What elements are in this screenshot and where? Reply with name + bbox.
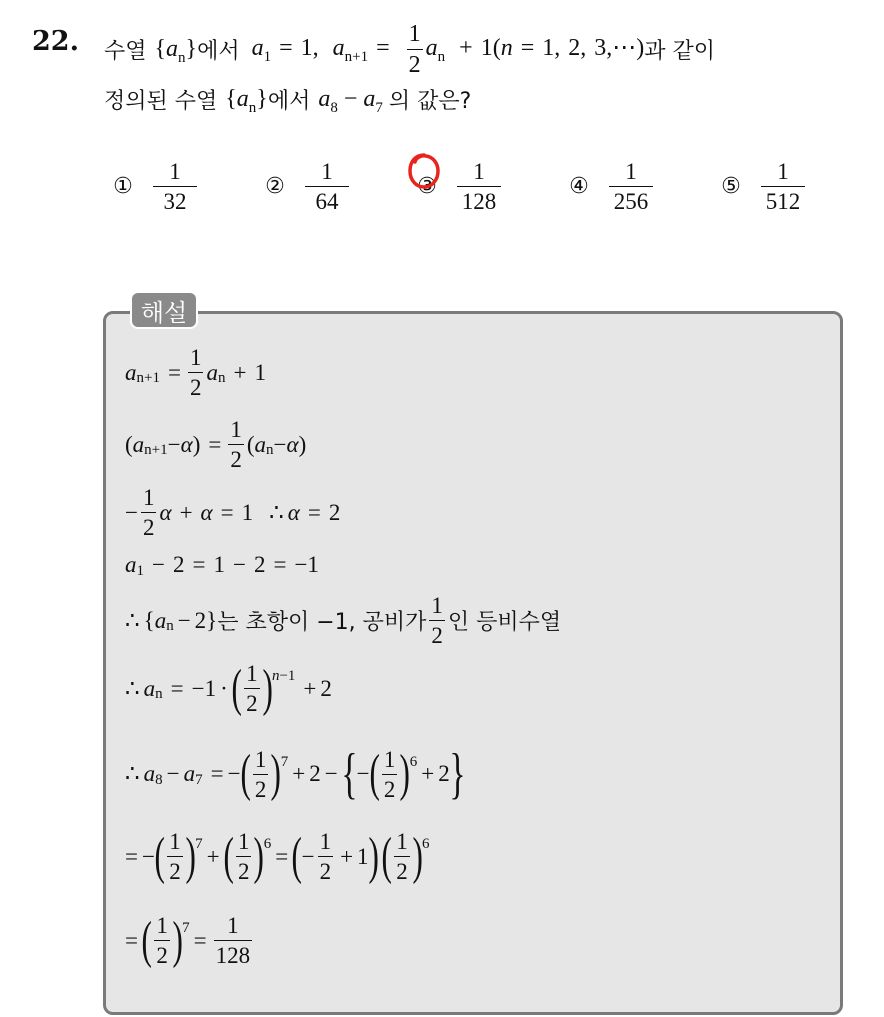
solution-line-7: ∴ a 8 − a 7 = − ( $\frac{1}{2}$ ) 7 + 2 − { − ( $\frac{1}{2}$ ) 6 + 2 } [125,743,466,805]
choice-mark: ④ [569,174,589,199]
choice-mark: ③ [417,174,437,199]
choice-num: 1 [169,159,181,184]
solution-line-1: a n +1 = $\frac{1}{2}$ a n + 1 [125,345,266,400]
choice-num: 1 [473,159,485,184]
solution-line5-text2: 인 등비수열 [447,610,562,635]
choice-5[interactable] [718,160,808,213]
problem-line-2 [104,84,471,115]
problem-line-1 [104,22,715,77]
solution-line-2: ( a n +1 − α ) = $\frac{1}{2}$ ( a n − α ) [125,417,307,472]
choice-3[interactable] [414,160,504,213]
choice-num: 1 [625,159,637,184]
choice-den: 512 [761,186,805,213]
math-difference: $a_8 - a_7$ [318,86,383,116]
choice-num: 1 [321,159,333,184]
choice-mark: ② [265,174,285,199]
math-recurrence: $a_1 = 1$, $a_{n+1}$ = $\frac{1}{2}$ $a_n + 1(n = 1$, 2, 3,⋯) [251,21,645,78]
problem-text-mid2: 과 같이 [644,39,715,64]
choice-den: 64 [305,186,349,213]
problem-number: 22. [32,26,79,57]
solution-line-8: = − ( $\frac{1}{2}$ ) 7 + ( $\frac{1}{2}$ ) 6 = ( − $\frac{1}{2}$ + 1 ) ( $\frac{1}{2}$ ) 6 [125,827,430,885]
choice-2[interactable] [262,160,352,213]
solution-line-4: a 1 − 2 = 1 − 2 = −1 [125,552,319,579]
choice-mark: ① [113,174,133,199]
choice-den: 32 [153,186,197,213]
solution-line-5: ∴ { a n − 2} 는 초항이 −1, 공비가 $\frac{1}{2}$ 인 등비수열 [125,593,562,648]
choice-den: 256 [609,186,653,213]
problem-line2-pre: 정의된 수열 [104,89,218,114]
math-sequence-2: $\{a_n\}$ [225,86,268,116]
problem-line2-post: 의 값은? [388,89,472,114]
solution-tab: 해설 [130,291,198,329]
solution-line5-text1: 는 초항이 −1, 공비가 [217,610,427,635]
math-sequence: $\{a_n\}$ [154,36,198,66]
choice-mark: ⑤ [721,174,741,199]
choice-den: 128 [457,186,501,213]
solution-line-3: − $\frac{1}{2}$ α + α = 1 ∴ α = 2 [125,485,341,540]
solution-line-9: = ( $\frac{1}{2}$ ) 7 = $\frac{1}{128}$ [125,911,251,969]
choice-4[interactable] [566,160,656,213]
solution-line-6: ∴ a n = −1 · ( $\frac{1}{2}$ ) n−1 + 2 [125,659,332,717]
problem-line2-mid: 에서 [267,89,311,114]
problem-text-pre: 수열 [104,39,147,64]
problem-text-mid1: 에서 [197,39,240,64]
choice-1[interactable] [110,160,200,213]
choice-num: 1 [777,159,789,184]
